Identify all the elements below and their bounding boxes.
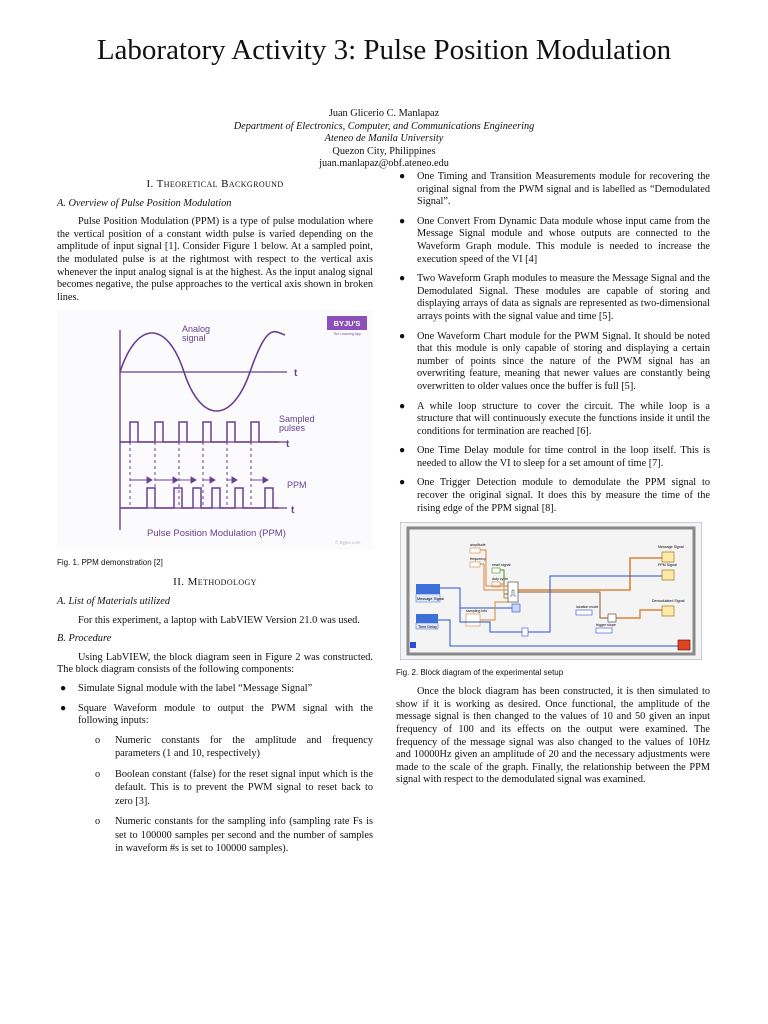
- sampled-label: Sampled: [279, 414, 315, 425]
- analog-label: Analog: [182, 324, 211, 335]
- sub-list-item: o Numeric constants for the amplitude and frequency parameters (1 and 10, respectively): [95, 734, 373, 760]
- trigger-slope-label: trigger slope: [596, 623, 616, 628]
- author-city: Quezon City, Philippines: [332, 145, 436, 157]
- subsection-materials: A. List of Materials utilized: [57, 595, 170, 607]
- trigger-detection-block: [608, 614, 616, 622]
- time-delay-label: Time Delay: [418, 625, 438, 630]
- square-waveform-block: [508, 582, 518, 602]
- t-label-1: t: [294, 368, 298, 380]
- list-item: ● Simulate Signal module with the label “Message Signal”: [60, 682, 313, 694]
- list-item: ● Square Waveform module to output the PWM signal with the following inputs: o Numeric constants for the amplitude and frequency parameters (1 and 10, respectively) o Boolean constant (false) for the reset signal input which is the default. This is to prevent the PWM signal to reset back to zero [3]. o Numeric constants for the sampling info (sampling rate Fs is set to 100000 samples per second and the number of samples in waveform #s is set to 100000 samples).: [60, 702, 373, 855]
- section-heading-2: II. Methodology: [173, 576, 257, 589]
- left-column: [57, 178, 373, 863]
- figure-2-block-diagram: [400, 522, 702, 660]
- bullet-icon: ●: [60, 682, 67, 694]
- figure-1-ppm-diagram: [57, 310, 373, 550]
- paragraph-procedure: Using LabVIEW, the block diagram seen in Figure 2 was constructed. The block diagram consists of the following components:: [57, 651, 373, 676]
- paragraph-ppm-overview: Pulse Position Modulation (PPM) is a type of pulse modulation where the vertical position of a constant width pulse is varied depending on the amplitude of input signal [1]. Consider Figure 1 below. At a sampled point, the modulated pulse is at the rightmost with respect to the vertical axis whenever the input analog signal is at the highest. As the input analog signal becomes negative, the pulse approaches to the vertical axis shown in broken lines.: [57, 216, 373, 303]
- bullet-icon: ●: [60, 702, 67, 714]
- msg-signal-label: Message Signal: [417, 597, 445, 602]
- bullet-icon: ●: [399, 400, 406, 412]
- bullet-icon: ●: [399, 477, 406, 489]
- author-dept: Department of Electronics, Computer, and Communications Engineering: [233, 120, 535, 132]
- bullet-icon: ●: [399, 273, 406, 285]
- t-label-3: t: [291, 505, 295, 517]
- paragraph-materials: For this experiment, a laptop with LabVIEW Version 21.0 was used.: [78, 614, 360, 626]
- list-item: ● One Trigger Detection module to demodulate the PPM signal to recover the original signal. It does this by measure the time of the rising edge of the PPM signal [8].: [399, 477, 710, 514]
- duty-cycle-label: duty cycle: [492, 577, 508, 582]
- author-block: [0, 108, 768, 171]
- section-heading-1: I. Theoretical Background: [146, 178, 284, 190]
- author-univ: Ateneo de Manila University: [324, 133, 444, 145]
- list-item: ● One Convert From Dynamic Data module whose input came from the Message Signal module and whose outputs are connected to the Waveform Graph module. This module is needed to increase the execution speed of the VI [4]: [399, 215, 710, 265]
- list-item: ● One Waveform Chart module for the PWM Signal. It should be noted that this module is only capable of storing and displaying a certain number of points since the nature of the PWM signal has an overwriting feature, meaning that newer values are constantly being overwritten to older values once the buffer is full [5].: [399, 330, 710, 392]
- page-title: Laboratory Activity 3: Pulse Position Modulation: [96, 34, 672, 66]
- ppm-chart-block: [662, 570, 674, 580]
- t-label-2: t: [286, 439, 290, 451]
- message-graph-block: [662, 552, 674, 562]
- graph-label-ppm: PPM Signal: [658, 563, 677, 568]
- paragraph-simulation: Once the block diagram has been constructed, it is then simulated to show if it is working as desired. Once functional, the amplitude of the message signal is then changed to the values of 10 and 50 given an input frequency of 100 and its effects on the output were examined. The frequency of the message signal was also changed to the values of 10Hz and 10000Hz given an amplitude of 20 and the necessary adjustments were made to the scale of the graph. Finally, the relationship between the PPM signal with respect to the demodulated signal was examined.: [396, 686, 710, 786]
- time-delay-block: [416, 614, 438, 623]
- sub-list-item: o Numeric constants for the sampling info (sampling rate Fs is set to 100000 samples per second and the number of samples in waveform #s is set to 100000 samples).: [95, 816, 373, 855]
- bullet-icon: ●: [399, 445, 406, 457]
- list-item: ● One Timing and Transition Measurements module for recovering the original signal from the PWM signal and is labelled as “Demodulated Signal”.: [399, 171, 710, 208]
- component-list-left: [57, 683, 373, 856]
- loop-iteration-icon: [410, 642, 416, 648]
- logo-text: BYJU'S: [333, 319, 361, 329]
- circle-bullet-icon: o: [95, 734, 101, 746]
- watermark: © Byjus.com: [335, 540, 361, 546]
- sampled-label-2: pulses: [279, 423, 306, 434]
- list-item: ● Two Waveform Graph modules to measure the Message Signal and the Demodulated Signal. These modules are capable of storing and displaying arrays of data as signals are represented as two-dimensional arrays points with the signal value and time [5].: [399, 273, 710, 322]
- right-column: [396, 171, 710, 793]
- circle-bullet-icon: o: [95, 768, 101, 780]
- message-signal-block: [416, 584, 440, 594]
- bullet-icon: ●: [399, 215, 406, 227]
- component-list-right: [396, 171, 710, 515]
- location-mode-label: location mode: [576, 605, 599, 610]
- subsection-procedure: B. Procedure: [57, 633, 112, 645]
- list-item: ● One Time Delay module for time control in the loop itself. This is needed to allow the VI to sleep for a set amount of time [7].: [399, 445, 710, 469]
- bullet-icon: ●: [399, 330, 406, 342]
- sub-list-item: o Boolean constant (false) for the reset signal input which is the default. This is to prevent the PWM signal to reset back to zero [3].: [95, 768, 373, 807]
- amplitude-label: amplitude: [470, 543, 486, 548]
- bullet-icon: ●: [399, 171, 406, 182]
- logo-subtext: The Learning App: [333, 332, 361, 337]
- sampling-info-label: sampling info: [466, 609, 488, 614]
- circle-bullet-icon: o: [95, 816, 101, 828]
- reset-signal-label: reset signal: [492, 563, 511, 568]
- graph-label-demod: Demodulated Signal: [652, 599, 685, 604]
- stop-button-icon: [678, 640, 690, 650]
- frequency-label: frequency: [470, 557, 486, 562]
- graph-label-message: Message Signal: [658, 545, 684, 550]
- convert-dynamic-data-block: [512, 604, 520, 612]
- author-email: juan.manlapaz@obf.ateneo.edu: [319, 158, 449, 170]
- subsection-a: A. Overview of Pulse Position Modulation: [57, 197, 232, 209]
- analog-label-2: signal: [182, 333, 206, 344]
- figure-1-footer: Pulse Position Modulation (PPM): [147, 528, 286, 540]
- ppm-label: PPM: [287, 480, 307, 491]
- figure-2-caption: Fig. 2. Block diagram of the experimental setup: [396, 668, 564, 678]
- sub-list: [78, 734, 373, 856]
- demod-graph-block: [662, 606, 674, 616]
- figure-1-caption: Fig. 1. PPM demonstration [2]: [57, 558, 163, 568]
- list-item: ● A while loop structure to cover the circuit. The while loop is a structure that will continuously execute the functions inside it until the conditions for termination are reached [6].: [399, 400, 710, 437]
- author-name: Juan Glicerio C. Manlapaz: [328, 108, 440, 119]
